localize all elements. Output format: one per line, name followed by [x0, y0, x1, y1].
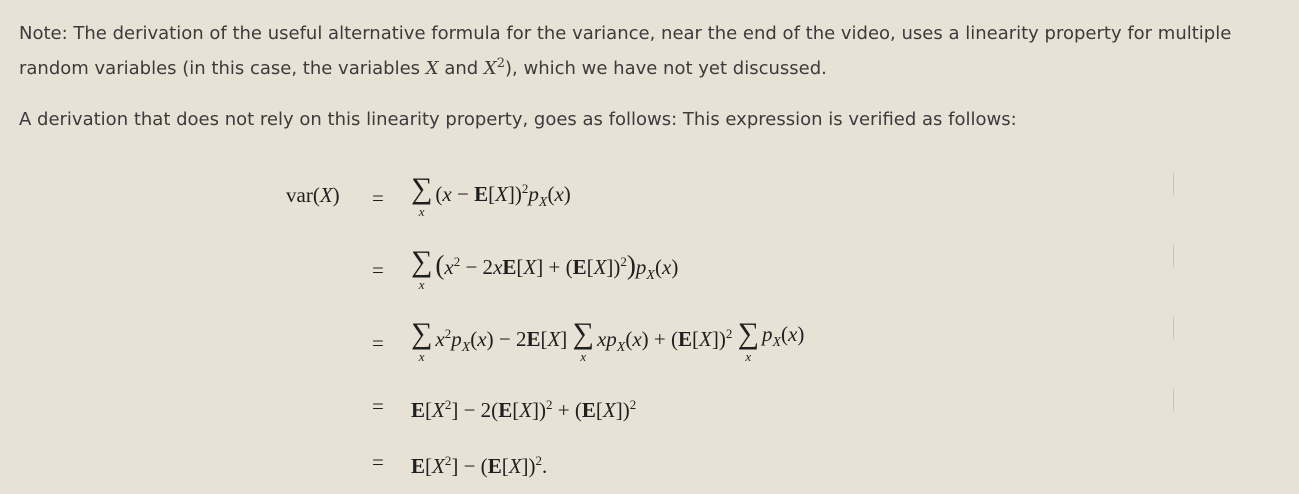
- equals-sign-5: =: [372, 450, 384, 474]
- derivation-line-1: ∑ x $(x - E[X])^2p_X(x)$: [411, 172, 571, 219]
- lhs-var-x: var(X): [286, 183, 340, 207]
- note-var-x2: X: [483, 58, 497, 79]
- note-prefix: Note: The derivation of the useful alternative formula for the variance, near the end of the video, uses a linearity property for multiple random variables (in this case, the variables: [19, 23, 1232, 79]
- derivation-line-2: ∑ x $(x^2 - 2xE[X] + (E[X])^2)p_X(x)$: [411, 245, 679, 292]
- sum-symbol: ∑ x: [411, 245, 433, 292]
- derivation-line-3: ∑ x $x^2p_X(x) - 2E[X]$ ∑ x $xp_X(x) + (E[X])^2$ ∑ x $p_X(x)$: [411, 317, 805, 364]
- sum-symbol: ∑ x: [572, 317, 594, 364]
- note-suffix: ), which we have not yet discussed.: [505, 58, 827, 79]
- sum-symbol: ∑ x: [411, 172, 433, 219]
- equation-divider-3: [1173, 317, 1174, 339]
- note-paragraph: [19, 19, 1284, 84]
- sum-symbol: ∑ x: [737, 317, 759, 364]
- derivation-line-5: $E[X^2] - (E[X])^2$.: [411, 453, 548, 478]
- note-var-x: X: [425, 58, 439, 79]
- derivation-line-4: $E[X^2] - 2(E[X])^2 + (E[X])^2$: [411, 397, 637, 422]
- equals-sign-2: =: [372, 258, 384, 282]
- note-var-x2-exponent: 2: [496, 56, 506, 71]
- note-and: and: [438, 58, 484, 79]
- sum-symbol: ∑ x: [411, 317, 433, 364]
- equals-sign-3: =: [372, 331, 384, 355]
- equals-sign-1: =: [372, 186, 384, 210]
- equation-divider-2: [1173, 245, 1174, 267]
- equals-sign-4: =: [372, 394, 384, 418]
- equation-divider-1: [1173, 173, 1174, 195]
- equation-divider-4: [1173, 389, 1174, 411]
- intro-paragraph: A derivation that does not rely on this linearity property, goes as follows: This expression is verified as follows:: [19, 109, 1017, 130]
